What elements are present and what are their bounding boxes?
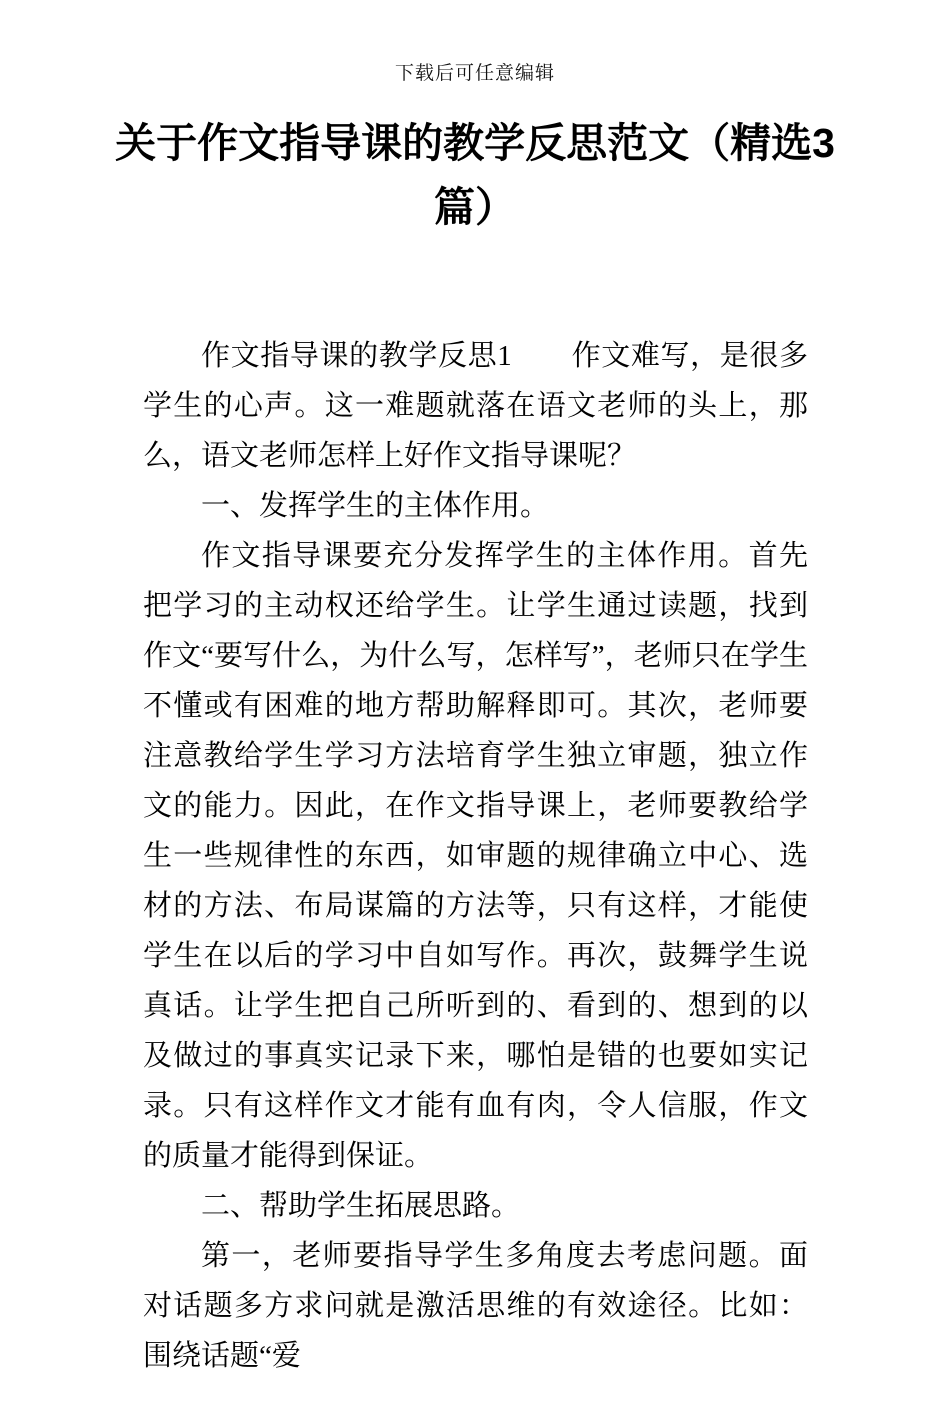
section-heading: 一、发挥学生的主体作用。 — [201, 490, 550, 522]
paragraph: 作文指导课的教学反思1 作文难写，是很多学生的心声。这一难题就落在语文老师的头上，那么，语文老师怎样上好作文指导课呢？ — [143, 340, 808, 472]
paragraph: 作文指导课要充分发挥学生的主体作用。首先把学习的主动权还给学生。让学生通过读题，找到作文“要写什么，为什么写，怎样写”，老师只在学生不懂或有困难的地方帮助解释即可。其次，老师要注意教给学生学习方法培育学生独立审题，独立作文的能力。因此，在作文指导课上，老师要教给学生一些规律性的东西，如审题的规律确立中心、选材的方法、布局谋篇的方法等，只有这样，才能使学生在以后的学习中自如写作。再次，鼓舞学生说真话。让学生把自己所听到的、看到的、想到的以及做过的事真实记录下来，哪怕是错的也要如实记录。只有这样作文才能有血有肉，令人信服，作文的质量才能得到保证。 — [143, 540, 808, 1172]
section-heading: 二、帮助学生拓展思路。 — [201, 1190, 521, 1222]
paragraph: 第一，老师要指导学生多角度去考虑问题。面对话题多方求问就是激活思维的有效途径。比如：围绕话题“爱 — [143, 1240, 808, 1372]
document-title: 关于作文指导课的教学反思范文（精选3篇） — [115, 120, 835, 230]
document-body — [143, 331, 808, 1381]
page-header-watermark: 下载后可任意编辑 — [394, 63, 555, 84]
